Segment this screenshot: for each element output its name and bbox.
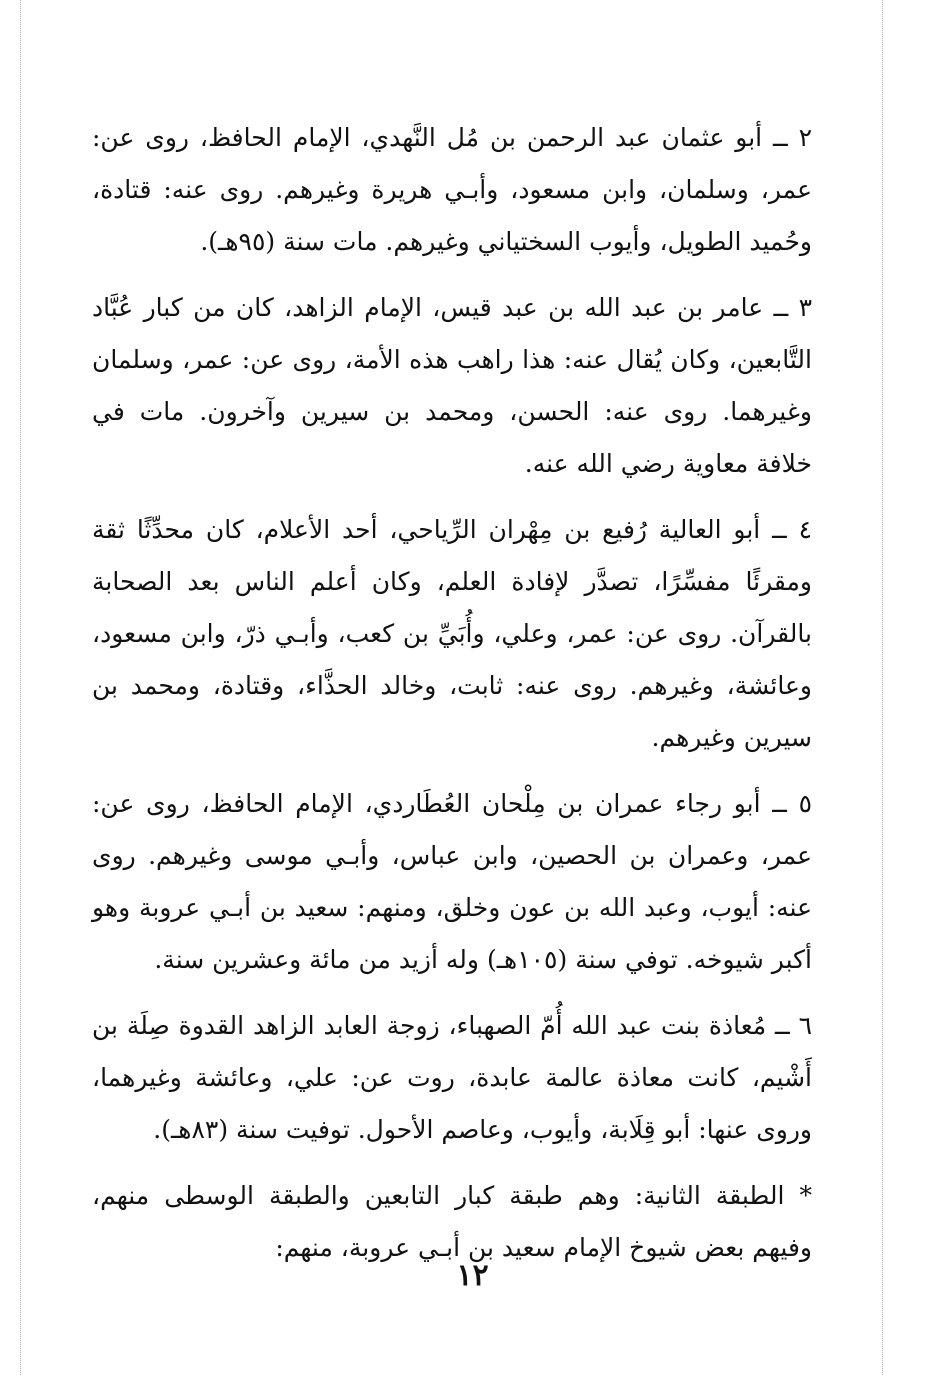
page-number: ١٢ xyxy=(456,1258,489,1293)
section-heading-second-tier: * الطبقة الثانية: وهم طبقة كبار التابعين والطبقة الوسطى منهم، وفيهم بعض شيوخ الإمام سعيد بن أبـي عروبة، منهم: xyxy=(92,1181,812,1262)
biography-entry-5: ٥ ــ أبو رجاء عمران بن مِلْحان العُطَاردي، الإمام الحافظ، روى عن: عمر، وعمران بن الحصين، وابن عباس، وأبـي موسى وغيرهم. روى عنه: أيوب، وعبد الله بن عون وخلق، ومنهم: سعيد بن أبـي عروبة وهو أكبر شيوخه. توفي سنة (١٠٥هـ) وله أزيد من مائة وعشرين سنة. xyxy=(92,789,812,974)
biography-entry-6: ٦ ــ مُعاذة بنت عبد الله أُمّ الصهباء، زوجة العابد الزاهد القدوة صِلَة بن أَشْيم، كانت معاذة عالمة عابدة، روت عن: علي، وعائشة وغيرهما، وروى عنها: أبو قِلَابة، وأيوب، وعاصم الأحول. توفيت سنة (٨٣هـ). xyxy=(92,1011,812,1144)
margin-guide-left xyxy=(20,0,21,1375)
main-text xyxy=(92,112,812,1288)
biography-entry-4: ٤ ــ أبو العالية رُفيع بن مِهْران الرِّياحي، أحد الأعلام، كان محدِّثًا ثقة ومقرئًا مفسِّرًا، تصدَّر لإفادة العلم، وكان أعلم الناس بعد الصحابة بالقرآن. روى عن: عمر، وعلي، وأُبَيِّ بن كعب، وأبـي ذرّ، وابن مسعود، وعائشة، وغيرهم. روى عنه: ثابت، وخالد الحذَّاء، وقتادة، ومحمد بن سيرين وغيرهم. xyxy=(92,515,812,752)
biography-entry-2: ٢ ــ أبو عثمان عبد الرحمن بن مُل النَّهدي، الإمام الحافظ، روى عن: عمر، وسلمان، وابن مسعود، وأبـي هريرة وغيرهم. روى عنه: قتادة، وحُميد الطويل، وأيوب السختياني وغيرهم. مات سنة (٩٥هـ). xyxy=(92,123,812,256)
margin-guide-right xyxy=(882,0,883,1375)
biography-entry-3: ٣ ــ عامر بن عبد الله بن عبد قيس، الإمام الزاهد، كان من كبار عُبَّاد التَّابعين، وكان يُقال عنه: هذا راهب هذه الأمة، روى عن: عمر، وسلمان وغيرهما. روى عنه: الحسن، ومحمد بن سيرين وآخرون. مات في خلافة معاوية رضي الله عنه. xyxy=(92,293,812,478)
